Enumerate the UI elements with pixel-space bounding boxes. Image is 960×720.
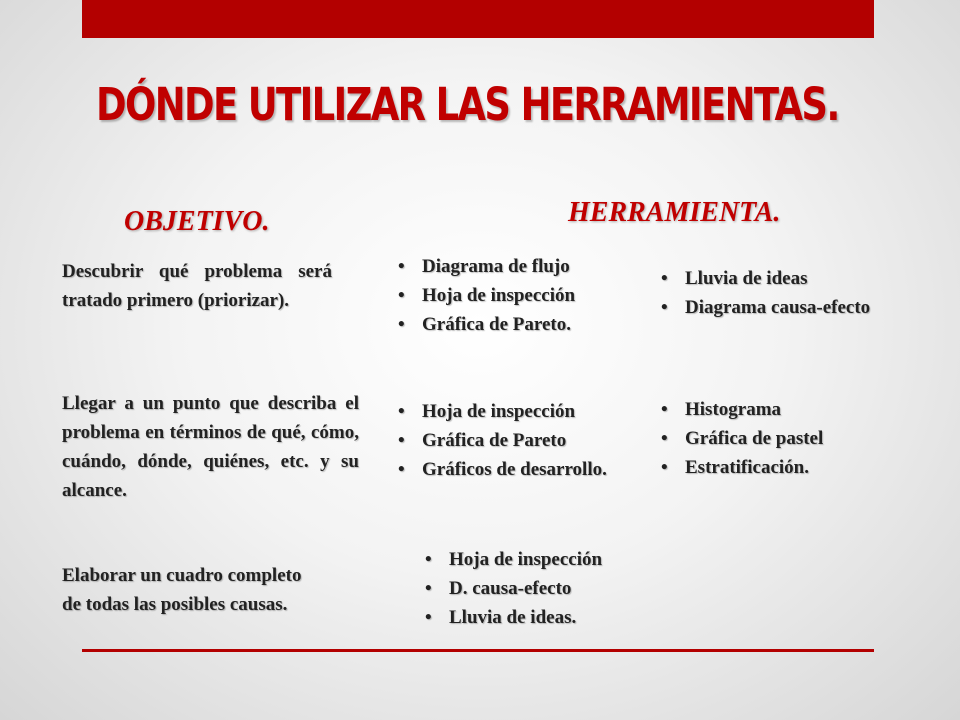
top-accent-bar <box>82 0 874 38</box>
tool-list-row-1-a <box>392 252 575 339</box>
objective-row-1: Descubrir qué problema será tratado primero (priorizar). <box>62 261 332 311</box>
tool-item: • Hoja de inspección <box>392 397 607 426</box>
tool-item: • Gráfica de pastel <box>655 424 823 453</box>
tool-item: • Estratificación. <box>655 453 823 482</box>
tool-item: • Gráfica de Pareto. <box>392 310 575 339</box>
tool-item: • Diagrama causa-efecto <box>655 293 870 322</box>
tool-item: • Lluvia de ideas. <box>419 603 602 632</box>
bottom-accent-line <box>82 649 874 652</box>
tool-item: • D. causa-efecto <box>419 574 602 603</box>
tool-item: • Histograma <box>655 395 823 424</box>
objective-column-header: OBJETIVO. <box>124 206 270 237</box>
tool-list-row-1-b <box>655 264 870 322</box>
objective-row-3: Elaborar un cuadro completo de todas las posibles causas. <box>62 565 302 615</box>
tool-item: • Gráfica de Pareto <box>392 426 607 455</box>
tool-list-row-2-b <box>655 395 823 482</box>
tool-item: • Hoja de inspección <box>392 281 575 310</box>
tool-item: • Lluvia de ideas <box>655 264 870 293</box>
tool-column-header: HERRAMIENTA. <box>568 197 781 228</box>
tool-list-row-3 <box>419 545 602 632</box>
tool-item: • Diagrama de flujo <box>392 252 575 281</box>
tool-list-row-2-a <box>392 397 607 484</box>
slide-title: DÓNDE UTILIZAR LAS HERRAMIENTAS. <box>96 78 839 131</box>
objective-row-2: Llegar a un punto que describa el problema en términos de qué, cómo, cuándo, dónde, quiénes, etc. y su alcance. <box>62 393 359 501</box>
tool-item: • Hoja de inspección <box>419 545 602 574</box>
tool-item: • Gráficos de desarrollo. <box>392 455 607 484</box>
